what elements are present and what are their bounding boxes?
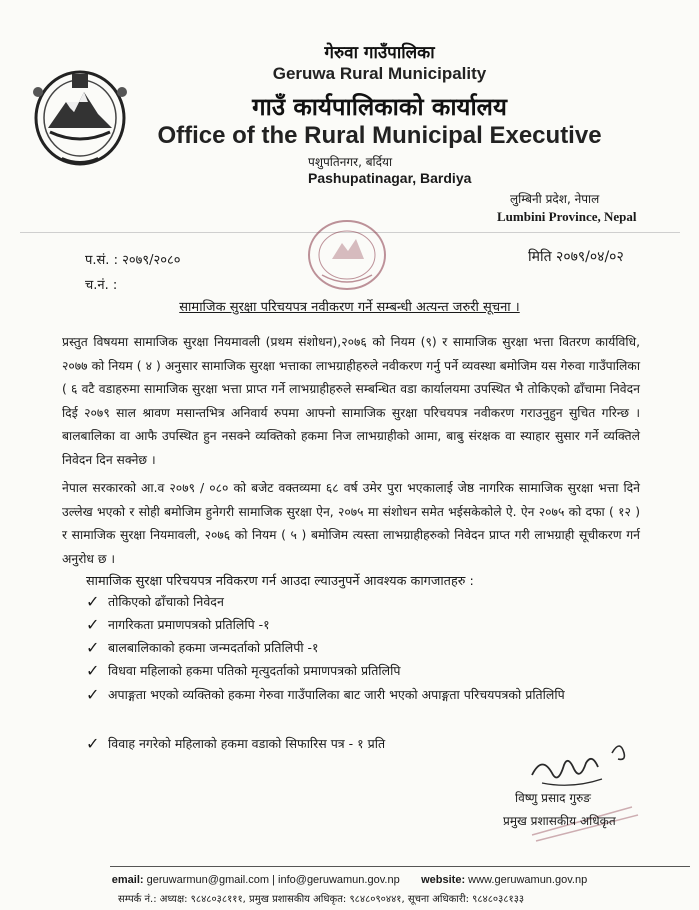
email-value[interactable]: geruwarmun@gmail.com | info@geruwamun.gov.np <box>146 874 400 886</box>
footer-phone-numbers: सम्पर्क नं.: अध्यक्ष: ९८४८०३८१११, प्रमुख प्रशासकीय अधिकृत: ९८४८०९०४४१, सूचना अधिकारी: ९८४८०३८१३३ <box>118 894 525 905</box>
document-item: ✓ तोकिएको ढाँचाको निवेदन <box>86 592 224 611</box>
check-icon: ✓ <box>86 685 100 704</box>
check-icon: ✓ <box>86 638 100 657</box>
body-paragraph-2: नेपाल सरकारको आ.व २०७९ / ०८० को बजेट वक्तव्यमा ६८ वर्ष उमेर पुरा भएकालाई जेष्ठ नागरिक सामाजिक सुरक्षा भत्ता दिने उल्लेख भएको र सोही बमोजिम हुनेगरी सामाजिक सुरक्षा ऐन, २०७५ मा संशोधन समेत भईसकेकोले ऐ. ऐन २०७५ को दफा ( १२ ) र सामाजिक सुरक्षा नियमावली, २०७६ को नियम ( ५ ) बमोजिम त्यस्ता लाभग्राहीहरुको निवेदन प्राप्त गरी लाभग्राही सूचीकरण गर्न अनुरोध छ । <box>62 481 640 566</box>
document-item: ✓ बालबालिकाको हकमा जन्मदर्ताको प्रतिलिपी -१ <box>86 638 319 657</box>
footer-contact-web <box>0 874 699 886</box>
office-name-np: गाउँ कार्यपालिकाको कार्यालय <box>252 93 507 121</box>
municipality-name-np: गेरुवा गाउँपालिका <box>324 43 435 63</box>
address-en: Pashupatinagar, Bardiya <box>308 170 472 186</box>
footer-divider <box>110 866 690 867</box>
province-np: लुम्बिनी प्रदेश, नेपाल <box>510 192 600 206</box>
document-item: ✓ विधवा महिलाको हकमा पतिको मृत्युदर्ताको प्रमाणपत्रको प्रतिलिपि <box>86 661 401 680</box>
province-en: Lumbini Province, Nepal <box>497 209 637 224</box>
check-icon: ✓ <box>86 661 100 680</box>
document-item: ✓ अपाङ्गता भएको व्यक्तिको हकमा गेरुवा गाउँपालिका बाट जारी भएको अपाङ्गता परिचयपत्रको प्रतिलिपि <box>86 685 565 704</box>
signer-title: प्रमुख प्रशासकीय अधिकृत <box>503 814 616 828</box>
office-name-en: Office of the Rural Municipal Executive <box>157 122 602 149</box>
dispatch-number: च.नं. : <box>85 278 118 293</box>
check-icon: ✓ <box>86 734 100 753</box>
check-icon: ✓ <box>86 615 100 634</box>
documents-heading: सामाजिक सुरक्षा परिचयपत्र नविकरण गर्न आउदा ल्याउनुपर्ने आवश्यक कागजातहरु : <box>86 574 474 589</box>
website-label: website: <box>421 874 466 886</box>
notice-subject: सामाजिक सुरक्षा परिचयपत्र नवीकरण गर्ने सम्बन्धी अत्यन्त जरुरी सूचना । <box>179 300 520 315</box>
email-label: email: <box>111 874 144 886</box>
reference-number: प.सं. : २०७९/२०८० <box>85 253 181 268</box>
office-stamp <box>302 215 392 295</box>
municipality-name-en: Geruwa Rural Municipality <box>272 64 487 83</box>
letter-date: मिति २०७९/०४/०२ <box>528 249 624 265</box>
website-value[interactable]: www.geruwamun.gov.np <box>468 874 588 886</box>
body-paragraph-1: प्रस्तुत विषयमा सामाजिक सुरक्षा नियमावली (प्रथम संशोधन),२०७६ को नियम (९) र सामाजिक सुरक्षा भत्ता वितरण कार्यविधि, २०७७ को नियम ( ४ ) अनुसार सामाजिक सुरक्षा भत्ताका लाभग्राहीहरुले नवीकरण गर्नु पर्ने व्यवस्था बमोजिम यस गेरुवा गाउँपालिका ( ६ वटै वडाहरुमा सामाजिक सुरक्षा भत्ता प्राप्त गर्ने लाभग्राहीहरुले सम्बन्धित वडा कार्यालयमा उपस्थित भै तोकिएको ढाँचामा निवेदन दिई २०७९ साल श्रावण मसान्तभित्र अनिवार्य रुपमा आफ्नो सामाजिक सुरक्षा परिचयपत्र नवीकरण गराउनुहुन सुचित गरिन्छ । बालबालिका वा आफै उपस्थित हुन नसक्ने व्यक्तिको हकमा निज लाभग्राहीको आमा, बाबु संरक्षक वा स्याहार सुसार गर्ने व्यक्तिले निवेदन दिन सक्नेछ । <box>62 335 640 467</box>
signer-name: विष्णु प्रसाद गुरुङ <box>515 791 591 805</box>
document-item: ✓ विवाह नगरेको महिलाको हकमा वडाको सिफारिस पत्र - १ प्रति <box>86 734 386 753</box>
check-icon: ✓ <box>86 592 100 611</box>
document-item: ✓ नागरिकता प्रमाणपत्रको प्रतिलिपि -१ <box>86 615 270 634</box>
address-np: पशुपतिनगर, बर्दिया <box>308 155 393 169</box>
